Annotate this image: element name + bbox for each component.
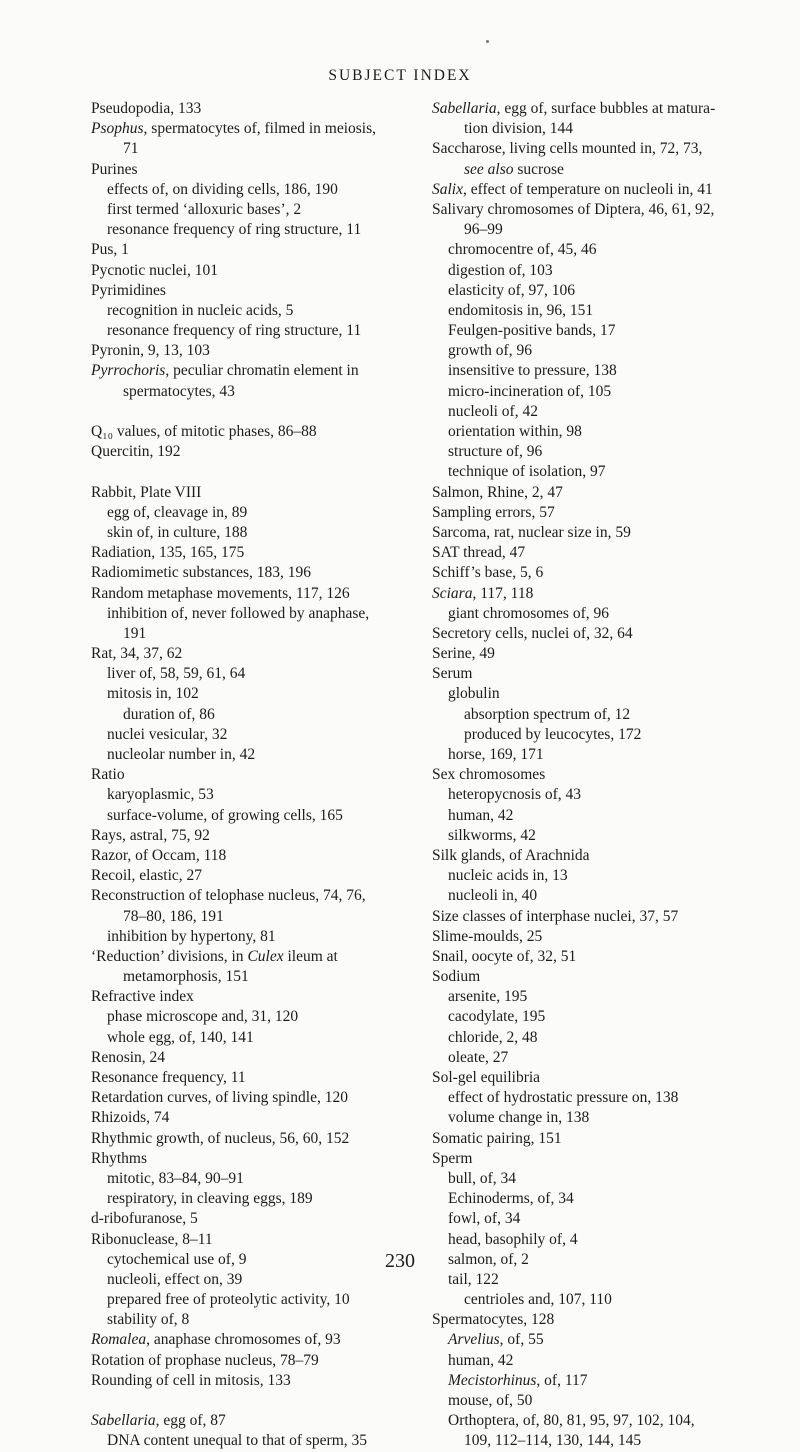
entry-text: Resonance frequency, 11 (91, 1069, 246, 1086)
index-subentry (432, 745, 777, 765)
entry-text: Random metaphase movements, 117, 126 (91, 584, 350, 602)
entry-text: stability of, 8 (107, 1311, 190, 1329)
index-entry (91, 584, 436, 604)
index-entry (432, 543, 777, 563)
index-entry (91, 765, 436, 785)
index-entry (91, 1129, 436, 1149)
italic-term: Arvelius (448, 1331, 500, 1349)
index-entry (432, 1310, 777, 1330)
entry-text: , spermatocytes of, filmed in meiosis, (143, 120, 377, 138)
index-entry (91, 644, 436, 664)
index-subentry (432, 261, 777, 281)
index-subentry (432, 1169, 777, 1189)
entry-text: Retardation curves, of living spindle, 120 (91, 1089, 348, 1107)
index-subentry (432, 826, 777, 846)
entry-text: Pseudopodia, 133 (91, 100, 202, 117)
index-entry (432, 846, 777, 866)
entry-text: nucleolar number in, 42 (107, 746, 256, 763)
index-entry (91, 281, 436, 301)
index-entry (432, 907, 777, 927)
index-entry-continuation (91, 967, 436, 987)
index-entry (91, 1068, 436, 1088)
entry-text: Sol-gel equilibria (432, 1069, 541, 1086)
entry-text: Radiation, 135, 165, 175 (91, 544, 245, 562)
entry-text: mitosis in, 102 (107, 685, 199, 703)
entry-text: , 117, 118 (472, 584, 534, 602)
page-number: 230 (385, 1250, 415, 1272)
index-entry (432, 523, 777, 543)
index-subentry (432, 1230, 777, 1250)
italic-term: Salix (432, 180, 463, 198)
entry-text: Q₁₀ values, of mitotic phases, 86–88 (91, 423, 317, 440)
entry-text: egg of, cleavage in, 89 (107, 503, 248, 521)
index-subentry (91, 503, 436, 523)
entry-text: resonance frequency of ring structure, 11 (107, 322, 362, 340)
entry-text: Pyronin, 9, 13, 103 (91, 342, 210, 360)
entry-text: skin of, in culture, 188 (107, 523, 248, 541)
entry-text: oleate, 27 (448, 1048, 509, 1066)
entry-text: Echinoderms, of, 34 (448, 1190, 574, 1208)
entry-text: nucleic acids in, 13 (448, 867, 568, 885)
index-entry-continuation (91, 907, 436, 927)
entry-text: mouse, of, 50 (448, 1392, 533, 1409)
index-subentry (432, 866, 777, 886)
index-entry (91, 826, 436, 846)
entry-text: Sampling errors, 57 (432, 503, 555, 521)
index-subentry (91, 1028, 436, 1048)
index-entry (91, 119, 436, 139)
entry-text: , of, 117 (536, 1371, 588, 1389)
index-entry (91, 483, 436, 503)
index-subentry (91, 927, 436, 947)
italic-term: see also (464, 160, 514, 178)
entry-text: karyoplasmic, 53 (107, 786, 214, 804)
entry-text: Sodium (432, 968, 481, 986)
entry-text: arsenite, 195 (448, 988, 528, 1006)
index-entry (91, 1088, 436, 1108)
entry-text: Snail, oocyte of, 32, 51 (432, 947, 577, 965)
entry-text: digestion of, 103 (448, 261, 553, 279)
index-subentry (91, 806, 436, 826)
entry-text: effect of hydrostatic pressure on, 138 (448, 1089, 679, 1107)
index-subentry (432, 321, 777, 341)
entry-text: Pyrimidines (91, 281, 166, 299)
index-entry (432, 180, 777, 200)
italic-term: Psophus (91, 120, 144, 138)
entry-text: respiratory, in cleaving eggs, 189 (107, 1190, 313, 1208)
italic-term: Sabellaria (432, 100, 497, 117)
entry-text: 78–80, 186, 191 (123, 907, 224, 925)
entry-text: elasticity of, 97, 106 (448, 281, 575, 299)
index-column-left (91, 99, 436, 1452)
index-entry (432, 584, 777, 604)
entry-text: d-ribofuranose, 5 (91, 1210, 198, 1228)
index-subentry (432, 240, 777, 260)
index-subentry (91, 1290, 436, 1310)
index-subentry (432, 281, 777, 301)
entry-text: horse, 169, 171 (448, 746, 544, 763)
section-gap (91, 402, 436, 422)
index-entry (91, 947, 436, 967)
index-entry (432, 139, 777, 159)
index-entry (91, 1209, 436, 1229)
index-subentry (432, 1330, 777, 1350)
entry-text: , egg of, surface bubbles at matura- (496, 100, 716, 117)
entry-text: Slime-moulds, 25 (432, 927, 543, 945)
entry-text: SAT thread, 47 (432, 544, 526, 562)
index-subentry (432, 684, 777, 704)
index-subentry (91, 1007, 436, 1027)
entry-text: liver of, 58, 59, 61, 64 (107, 665, 246, 683)
index-entry (91, 160, 436, 180)
index-subentry (91, 301, 436, 321)
entry-text: Rounding of cell in mitosis, 133 (91, 1371, 291, 1389)
entry-text: Renosin, 24 (91, 1048, 166, 1066)
entry-text: human, 42 (448, 806, 514, 824)
index-subentry (432, 1351, 777, 1371)
index-subentry (432, 442, 777, 462)
entry-text: Reconstruction of telophase nucleus, 74, 76, (91, 887, 366, 905)
entry-text: , egg of, 87 (155, 1412, 226, 1430)
index-entry (432, 1149, 777, 1169)
entry-text: 96–99 (464, 221, 503, 239)
index-subentry (432, 361, 777, 381)
entry-text: Rhythmic growth, of nucleus, 56, 60, 152 (91, 1129, 350, 1147)
entry-text: Recoil, elastic, 27 (91, 867, 203, 885)
entry-text: orientation within, 98 (448, 423, 582, 440)
entry-text: Schiff’s base, 5, 6 (432, 564, 544, 582)
entry-text: Rays, astral, 75, 92 (91, 826, 210, 844)
index-subentry (432, 1189, 777, 1209)
index-subentry (91, 604, 436, 624)
index-entry (91, 1048, 436, 1068)
index-entry (91, 361, 436, 381)
index-subentry (91, 1310, 436, 1330)
entry-text: head, basophily of, 4 (448, 1230, 578, 1248)
index-entry (432, 99, 777, 119)
index-subentry (91, 705, 436, 725)
index-entry (432, 624, 777, 644)
entry-text: Feulgen-positive bands, 17 (448, 322, 616, 340)
entry-text: insensitive to pressure, 138 (448, 362, 617, 380)
italic-term: Sciara (432, 584, 473, 602)
entry-text: ‘Reduction’ divisions, in (91, 947, 244, 965)
index-entry (432, 765, 777, 785)
index-entry (91, 866, 436, 886)
index-entry (91, 846, 436, 866)
index-subentry (91, 1189, 436, 1209)
entry-text: prepared free of proteolytic activity, 10 (107, 1291, 350, 1309)
speck-mark (486, 40, 489, 43)
index-entry (91, 1108, 436, 1128)
index-subentry (91, 1431, 436, 1451)
entry-text: 109, 112–114, 130, 144, 145 (464, 1432, 642, 1450)
entry-text: Radiomimetic substances, 183, 196 (91, 564, 311, 582)
entry-text: spermatocytes, 43 (123, 382, 235, 400)
index-entry (91, 987, 436, 1007)
index-subentry (432, 462, 777, 482)
entry-text: resonance frequency of ring structure, 11 (107, 221, 362, 239)
entry-text: salmon, of, 2 (448, 1250, 529, 1268)
entry-text: , anaphase chromosomes of, 93 (146, 1331, 341, 1349)
index-subentry (432, 987, 777, 1007)
index-entry-continuation (432, 160, 777, 180)
index-entry (432, 967, 777, 987)
index-subentry (91, 725, 436, 745)
entry-text: heteropycnosis of, 43 (448, 786, 582, 804)
index-subentry (91, 664, 436, 684)
entry-text: surface-volume, of growing cells, 165 (107, 806, 343, 824)
index-entry (91, 563, 436, 583)
index-subentry (432, 705, 777, 725)
entry-text: Rhythms (91, 1149, 147, 1167)
entry-text: Serine, 49 (432, 645, 495, 663)
index-entry (432, 483, 777, 503)
entry-text: globulin (448, 685, 500, 703)
index-entry (91, 99, 436, 119)
entry-text: 71 (123, 140, 139, 158)
entry-text: technique of isolation, 97 (448, 463, 606, 481)
entry-text: Saccharose, living cells mounted in, 72, 73, (432, 140, 703, 158)
entry-text: DNA content unequal to that of sperm, 35 (107, 1432, 368, 1450)
entry-text: recognition in nucleic acids, 5 (107, 301, 294, 319)
entry-text: tion division, 144 (464, 120, 573, 138)
italic-term: Pyrrochoris (91, 362, 166, 380)
entry-text: Rotation of prophase nucleus, 78–79 (91, 1351, 319, 1369)
index-subentry (432, 1290, 777, 1310)
entry-text: , effect of temperature on nucleoli in, 41 (463, 180, 713, 198)
entry-text: Ratio (91, 766, 125, 784)
index-entry (91, 886, 436, 906)
entry-text: nucleoli of, 42 (448, 402, 538, 420)
entry-text: 191 (123, 624, 147, 642)
index-entry (91, 240, 436, 260)
section-gap (91, 462, 436, 482)
index-subentry (91, 745, 436, 765)
index-entry (91, 1149, 436, 1169)
index-entry (91, 1230, 436, 1250)
entry-text: Size classes of interphase nuclei, 37, 57 (432, 907, 679, 925)
entry-text: , of, 55 (499, 1331, 544, 1349)
entry-text: nucleoli, effect on, 39 (107, 1270, 243, 1288)
entry-text: metamorphosis, 151 (123, 968, 249, 986)
entry-text: micro-incineration of, 105 (448, 382, 612, 400)
index-subentry (432, 1209, 777, 1229)
index-subentry (432, 1048, 777, 1068)
index-subentry (432, 1088, 777, 1108)
index-entry (432, 1129, 777, 1149)
entry-text: fowl, of, 34 (448, 1210, 521, 1228)
index-subentry (432, 1371, 777, 1391)
entry-text: Spermatocytes, 128 (432, 1311, 555, 1329)
entry-text: mitotic, 83–84, 90–91 (107, 1169, 244, 1187)
index-subentry (91, 220, 436, 240)
index-entry (91, 341, 436, 361)
index-entry-continuation (432, 220, 777, 240)
index-entry (432, 1068, 777, 1088)
index-subentry (91, 785, 436, 805)
index-entry (432, 644, 777, 664)
entry-text: Salmon, Rhine, 2, 47 (432, 483, 563, 501)
italic-term: Sabellaria (91, 1412, 156, 1430)
index-column-right (432, 99, 777, 1452)
entry-text: Silk glands, of Arachnida (432, 846, 590, 864)
italic-term: Romalea (91, 1331, 147, 1349)
entry-text: produced by leucocytes, 172 (464, 725, 642, 743)
entry-text: tail, 122 (448, 1270, 499, 1288)
index-entry-continuation (91, 139, 436, 159)
index-entry (432, 200, 777, 220)
index-entry-continuation (91, 624, 436, 644)
entry-text: growth of, 96 (448, 342, 532, 360)
entry-text: effects of, on dividing cells, 186, 190 (107, 180, 338, 198)
index-subentry (432, 1007, 777, 1027)
entry-text: Rhizoids, 74 (91, 1109, 170, 1127)
entry-text: Refractive index (91, 988, 194, 1006)
index-entry (432, 664, 777, 684)
index-entry (432, 927, 777, 947)
index-entry (432, 947, 777, 967)
index-entry (91, 1330, 436, 1350)
entry-text: cacodylate, 195 (448, 1008, 546, 1026)
entry-text: structure of, 96 (448, 443, 543, 461)
entry-text: Purines (91, 160, 138, 178)
entry-text: , peculiar chromatin element in (165, 362, 359, 380)
index-subentry (432, 785, 777, 805)
entry-text: inhibition of, never followed by anaphase, (107, 604, 370, 622)
entry-text: Sex chromosomes (432, 766, 546, 784)
entry-text: nucleoli in, 40 (448, 887, 538, 905)
entry-text: nuclei vesicular, 32 (107, 725, 228, 743)
index-entry (432, 563, 777, 583)
index-subentry (432, 1391, 777, 1411)
index-subentry (432, 1028, 777, 1048)
entry-text: chloride, 2, 48 (448, 1028, 538, 1046)
entry-text: volume change in, 138 (448, 1109, 590, 1127)
entry-text: Ribonuclease, 8–11 (91, 1230, 213, 1248)
index-entry-continuation (432, 119, 777, 139)
index-subentry (432, 806, 777, 826)
index-subentry (91, 523, 436, 543)
entry-text: Somatic pairing, 151 (432, 1129, 562, 1147)
index-entry (91, 442, 436, 462)
entry-text: phase microscope and, 31, 120 (107, 1008, 299, 1026)
index-entry-continuation (91, 382, 436, 402)
entry-text: Secretory cells, nuclei of, 32, 64 (432, 624, 633, 642)
entry-text: endomitosis in, 96, 151 (448, 301, 594, 319)
entry-text: ileum at (283, 947, 338, 965)
entry-text: chromocentre of, 45, 46 (448, 241, 597, 259)
index-subentry (432, 1411, 777, 1431)
entry-text: Quercitin, 192 (91, 443, 181, 461)
entry-text: Pus, 1 (91, 241, 129, 259)
index-entry (432, 503, 777, 523)
entry-text: silkworms, 42 (448, 826, 536, 844)
section-gap (91, 1391, 436, 1411)
index-entry (91, 422, 436, 442)
index-entry (91, 1371, 436, 1391)
index-subentry (432, 886, 777, 906)
index-entry (91, 543, 436, 563)
index-subentry (91, 180, 436, 200)
index-subentry (432, 422, 777, 442)
index-subentry (432, 604, 777, 624)
index-subentry (432, 1108, 777, 1128)
entry-text: Salivary chromosomes of Diptera, 46, 61, 92, (432, 200, 715, 218)
entry-text: sucrose (513, 160, 564, 178)
entry-text: first termed ‘alloxuric bases’, 2 (107, 200, 302, 218)
entry-text: Razor, of Occam, 118 (91, 846, 227, 864)
entry-text: Rabbit, Plate VIII (91, 483, 202, 501)
entry-text: Orthoptera, of, 80, 81, 95, 97, 102, 104, (448, 1412, 695, 1430)
entry-text: Serum (432, 665, 473, 683)
index-subentry (432, 301, 777, 321)
index-subentry (91, 684, 436, 704)
entry-text: centrioles and, 107, 110 (464, 1291, 612, 1309)
index-subentry (432, 341, 777, 361)
entry-text: duration of, 86 (123, 705, 215, 723)
index-entry (91, 261, 436, 281)
italic-term: Culex (247, 947, 284, 965)
italic-term: Mecistorhinus (448, 1371, 537, 1389)
index-entry (91, 1351, 436, 1371)
index-subentry (432, 382, 777, 402)
entry-text: inhibition by hypertony, 81 (107, 927, 276, 945)
page-header: SUBJECT INDEX (328, 67, 472, 84)
entry-text: Sarcoma, rat, nuclear size in, 59 (432, 523, 631, 541)
entry-text: giant chromosomes of, 96 (448, 604, 610, 622)
index-subentry (91, 1169, 436, 1189)
index-subentry (432, 725, 777, 745)
entry-text: human, 42 (448, 1351, 514, 1369)
entry-text: whole egg, of, 140, 141 (107, 1028, 254, 1046)
entry-text: Rat, 34, 37, 62 (91, 645, 183, 663)
index-entry-continuation (432, 1431, 777, 1451)
entry-text: Pycnotic nuclei, 101 (91, 261, 218, 279)
entry-text: Sperm (432, 1149, 473, 1167)
entry-text: cytochemical use of, 9 (107, 1250, 247, 1268)
index-subentry (91, 321, 436, 341)
entry-text: bull, of, 34 (448, 1169, 517, 1187)
index-entry (91, 1411, 436, 1431)
entry-text: absorption spectrum of, 12 (464, 705, 631, 723)
index-subentry (91, 200, 436, 220)
index-subentry (432, 402, 777, 422)
